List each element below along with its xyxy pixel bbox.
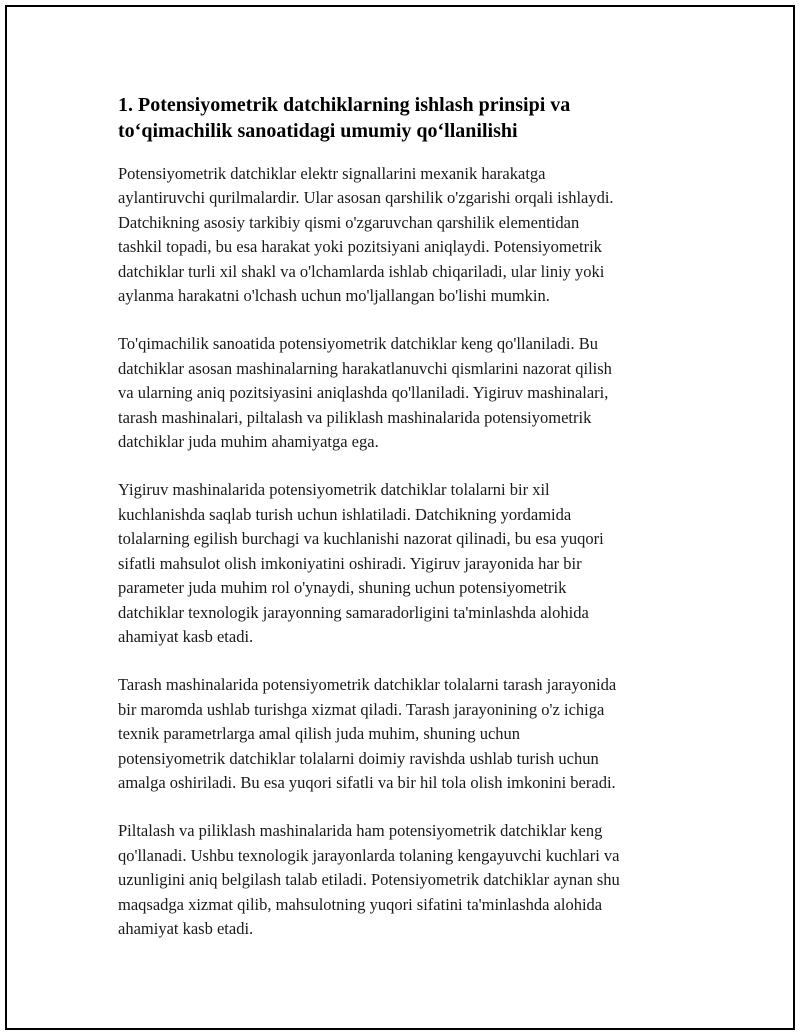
text-line: datchiklar juda muhim ahamiyatga ega. <box>118 432 379 452</box>
text-line: tarash mashinalari, piltalash va piliklash mashinalarida potensiyometrik <box>118 407 592 427</box>
paragraph-carding-machines <box>118 673 688 795</box>
text-line: texnik parametrlarga amal qilish juda muhim, shuning uchun <box>118 724 521 744</box>
text-line: Datchikning asosiy tarkibiy qismi o'zgaruvchan qarshilik elementidan <box>118 212 580 232</box>
text-line: va ularning aniq pozitsiyasini aniqlashda qo'llaniladi. Yigiruv mashinalari, <box>118 383 609 403</box>
text-line: aylantiruvchi qurilmalardir. Ular asosan qarshilik o'zgarishi orqali ishlaydi. <box>118 188 614 208</box>
text-line: datchiklar turli xil shakl va o'lchamlarda ishlab chiqariladi, ular liniy yoki <box>118 261 605 281</box>
text-line: datchiklar texnologik jarayonning samaradorligini ta'minlashda alohida <box>118 602 589 622</box>
text-line: To'qimachilik sanoatida potensiyometrik datchiklar keng qo'llaniladi. Bu <box>118 334 598 354</box>
section-title-line-1: 1. Potensiyometrik datchiklarning ishlash prinsipi va <box>118 94 571 116</box>
paragraph-principle <box>118 162 688 308</box>
paragraph-textile-usage <box>118 332 688 454</box>
section-title <box>118 92 688 144</box>
text-line: aylanma harakatni o'lchash uchun mo'ljallangan bo'lishi mumkin. <box>118 286 550 306</box>
text-line: parameter juda muhim rol o'ynaydi, shuning uchun potensiyometrik <box>118 578 567 598</box>
text-line: potensiyometrik datchiklar tolalarni doimiy ravishda ushlab turish uchun <box>118 748 599 768</box>
text-line: bir maromda ushlab turishga xizmat qiladi. Tarash jarayonining o'z ichiga <box>118 699 605 719</box>
text-line: Yigiruv mashinalarida potensiyometrik datchiklar tolalarni bir xil <box>118 480 550 500</box>
text-line: tashkil topadi, bu esa harakat yoki pozitsiyani aniqlaydi. Potensiyometrik <box>118 237 602 257</box>
text-line: tolalarning egilish burchagi va kuchlanishi nazorat qilinadi, bu esa yuqori <box>118 529 604 549</box>
text-line: ahamiyat kasb etadi. <box>118 918 254 938</box>
text-line: Piltalash va piliklash mashinalarida ham potensiyometrik datchiklar keng <box>118 821 603 841</box>
text-line: qo'llanadi. Ushbu texnologik jarayonlarda tolaning kengayuvchi kuchlari va <box>118 845 620 865</box>
paragraph-spinning-machines <box>118 478 688 649</box>
text-line: sifatli mahsulot olish imkoniyatini oshiradi. Yigiruv jarayonida har bir <box>118 553 582 573</box>
paragraph-drawing-roving-machines <box>118 819 688 941</box>
text-line: kuchlanishda saqlab turish uchun ishlatiladi. Datchikning yordamida <box>118 504 572 524</box>
text-line: amalga oshiriladi. Bu esa yuqori sifatli va bir hil tola olish imkonini beradi. <box>118 772 616 792</box>
text-line: uzunligini aniq belgilash talab etiladi. Potensiyometrik datchiklar aynan shu <box>118 870 620 890</box>
text-line: maqsadga xizmat qilib, mahsulotning yuqori sifatini ta'minlashda alohida <box>118 894 603 914</box>
document-body <box>118 92 688 965</box>
text-line: ahamiyat kasb etadi. <box>118 626 254 646</box>
text-line: Potensiyometrik datchiklar elektr signallarini mexanik harakatga <box>118 164 546 183</box>
text-line: datchiklar asosan mashinalarning harakatlanuvchi qismlarini nazorat qilish <box>118 358 612 378</box>
text-line: Tarash mashinalarida potensiyometrik datchiklar tolalarni tarash jarayonida <box>118 675 617 695</box>
section-title-line-2: to‘qimachilik sanoatidagi umumiy qo‘llanilishi <box>118 120 518 142</box>
